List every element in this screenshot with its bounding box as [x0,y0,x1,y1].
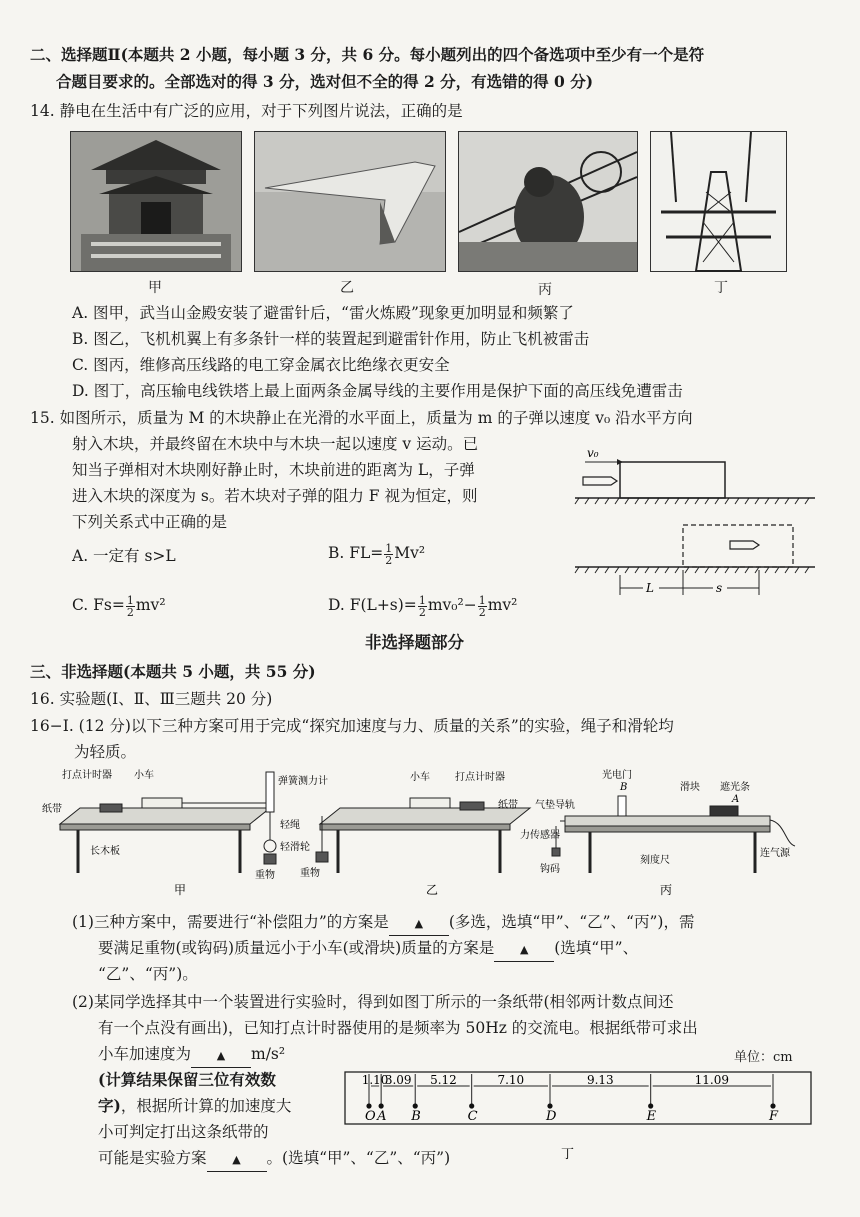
experiment-setups-figure [42,768,800,898]
q16I-line1: 16−Ⅰ. (12 分)以下三种方案可用于完成“探究加速度与力、质量的关系”的实验，绳子和滑轮均 [30,717,674,735]
q15-option-b: B. FL= $\frac{1}{2}$ Mv² [328,541,426,567]
yi-weight-label: 重物 [300,868,320,879]
jia-rope-label: 轻绳 [280,820,300,831]
jia-cart-label: 小车 [134,770,154,781]
fig-s-label: s [716,581,723,595]
setup-caption-yi: 乙 [426,883,439,897]
setup-bing [520,768,795,875]
tape-dot-A [379,1103,384,1108]
q15-line5: 下列关系式中正确的是 [72,513,228,531]
setup-caption-jia: 甲 [174,883,187,897]
section2-title-line2: 合题目要求的。全部选对的得 3 分，选对但不全的得 2 分，有选错的得 0 分) [56,72,594,91]
bing-strip-label: 遮光条 [720,782,750,793]
bing-B-label: B [620,782,628,793]
q14-option-a: A. 图甲，武当山金殿安装了避雷针后，“雷火炼殿”现象更加明显和频繁了 [72,304,574,322]
tape-gap-label: 11.09 [694,1073,730,1087]
fig-L-label: L [646,581,654,595]
q16I-line2: 为轻质。 [74,743,137,761]
q15-option-d: D. F(L+s)= $\frac{1}{2}$ mv₀²− $\frac{1}{2}$ mv² [328,593,518,619]
q15-line4: 进入木块的深度为 s。若木块对子弹的阻力 F 视为恒定，则 [72,487,478,505]
tape-dot-O [366,1103,371,1108]
q16-title: 16. 实验题(Ⅰ、Ⅱ、Ⅲ三题共 20 分) [30,690,273,708]
tape-dot-C [469,1103,474,1108]
bing-gate-label: 光电门 [602,770,632,781]
bing-sensor-label: 力传感器 [520,830,560,841]
answer-blank-3[interactable]: ▲ [191,1044,251,1068]
jia-weight-label: 重物 [255,870,275,881]
answer-blank-4[interactable]: ▲ [207,1148,267,1172]
q15-line3: 知当子弹相对木块刚好静止时，木块前进的距离为 L，子弹 [72,461,475,479]
caption-ding: 丁 [714,280,728,296]
tape-gap-label: 5.12 [430,1073,457,1087]
bing-rail-label: 气垫导轨 [535,800,575,811]
bing-air-label: 连气源 [760,848,790,859]
tape-gap-label: 7.10 [497,1073,525,1087]
q16I-part2-line1: (2)某同学选择其中一个装置进行实验时，得到如图丁所示的一条纸带(相邻两计数点间还 [72,993,674,1011]
jia-timer-label: 打点计时器 [62,770,112,781]
tape-point-label: A [377,1109,387,1124]
q16I-part2-line2: 有一个点没有画出)，已知打点计时器使用的是频率为 50Hz 的交流电。根据纸带可求出 [98,1019,698,1037]
caption-bing: 丙 [538,282,552,298]
setup-yi [300,770,530,879]
tape-dot-F [770,1103,775,1108]
tape-gap-label: 1.10 [361,1073,389,1087]
q16I-part1-line2: 要满足重物(或钩码)质量远小于小车(或滑块)质量的方案是 ▲ (选填“甲”、 [98,937,638,962]
q16I-part1-line3: “乙”、“丙”)。 [98,965,198,983]
bing-A-label: A [732,794,740,805]
tape-point-label: F [769,1109,779,1124]
q14-option-b: B. 图乙，飞机机翼上有多条针一样的装置起到避雷针作用，防止飞机被雷击 [72,330,590,348]
tape-caption: 丁 [561,1147,575,1162]
bing-hook-label: 钩码 [540,864,560,875]
photo-yi [254,131,446,272]
tape-dot-B [413,1103,418,1108]
q15-figure [575,445,815,610]
tape-point-label: D [545,1109,557,1124]
q16I-part2-line6: 小可判定打出这条纸带的 [98,1123,269,1141]
paper-tape-figure [343,1068,813,1168]
q15-line2: 射入木块，并最终留在木块中与木块一起以速度 v 运动。已 [72,435,479,453]
bing-slider-label: 滑块 [680,782,700,793]
tape-dot-E [648,1103,653,1108]
bing-ruler-label: 刻度尺 [640,855,670,866]
tape-unit-label: 单位：cm [734,1050,793,1065]
tape-point-label: C [467,1109,478,1124]
q16I-part2-line7: 可能是实验方案 ▲ 。(选填“甲”、“乙”、“丙”) [98,1147,450,1172]
photo-ding [650,131,787,272]
tape-gap-label: 9.13 [586,1073,614,1087]
tape-gap-label: 3.09 [384,1073,412,1087]
q14-option-c: C. 图丙，维修高压线路的电工穿金属衣比绝缘衣更安全 [72,356,450,374]
q16I-part1-line1: (1)三种方案中，需要进行“补偿阻力”的方案是 ▲ (多选，选填“甲”、“乙”、“丙”)，需 [72,911,694,936]
caption-yi: 乙 [340,280,354,296]
answer-blank-2[interactable]: ▲ [494,938,554,962]
jia-spring-label: 弹簧测力计 [278,776,328,787]
section2-title-line1: 二、选择题Ⅱ(本题共 2 小题，每小题 3 分，共 6 分。每小题列出的四个备选项中至少有一个是符 [30,45,705,64]
answer-blank-1[interactable]: ▲ [389,912,449,936]
jia-board-label: 长木板 [90,846,120,857]
yi-tape-label: 纸带 [498,800,518,811]
fig-v0-label: v₀ [587,446,599,460]
setup-caption-bing: 丙 [660,883,673,897]
photo-bing [458,131,638,272]
yi-timer-label: 打点计时器 [455,772,505,783]
q15-option-c: C. Fs= $\frac{1}{2}$ mv² [72,593,166,619]
nonchoice-title: 非选择题部分 [365,633,464,652]
jia-tape-label: 纸带 [42,804,62,815]
yi-cart-label: 小车 [410,772,430,783]
q16I-part2-line4: (计算结果保留三位有效数 [98,1070,276,1089]
tape-dot-D [547,1103,552,1108]
jia-pulley-label: 轻滑轮 [280,842,310,853]
setup-jia [42,768,328,881]
q15-option-a: A. 一定有 s>L [72,547,176,565]
tape-point-label: B [411,1109,421,1124]
q14-option-d: D. 图丁，高压输电线铁塔上最上面两条金属导线的主要作用是保护下面的高压线免遭雷击 [72,382,683,400]
q16I-part2-line3: 小车加速度为 ▲ m/s² [98,1043,285,1068]
section3-title: 三、非选择题(本题共 5 小题，共 55 分) [30,662,316,681]
caption-jia: 甲 [148,280,162,296]
tape-point-label: E [646,1109,657,1124]
q14-stem: 14. 静电在生活中有广泛的应用，对于下列图片说法，正确的是 [30,102,463,120]
q15-line1: 15. 如图所示，质量为 M 的木块静止在光滑的水平面上，质量为 m 的子弹以速度 v₀ 沿水平方向 [30,409,693,427]
photo-jia [70,131,242,272]
tape-point-label: O [365,1109,376,1124]
q16I-part2-line5: 字)，根据所计算的加速度大 [98,1096,292,1115]
